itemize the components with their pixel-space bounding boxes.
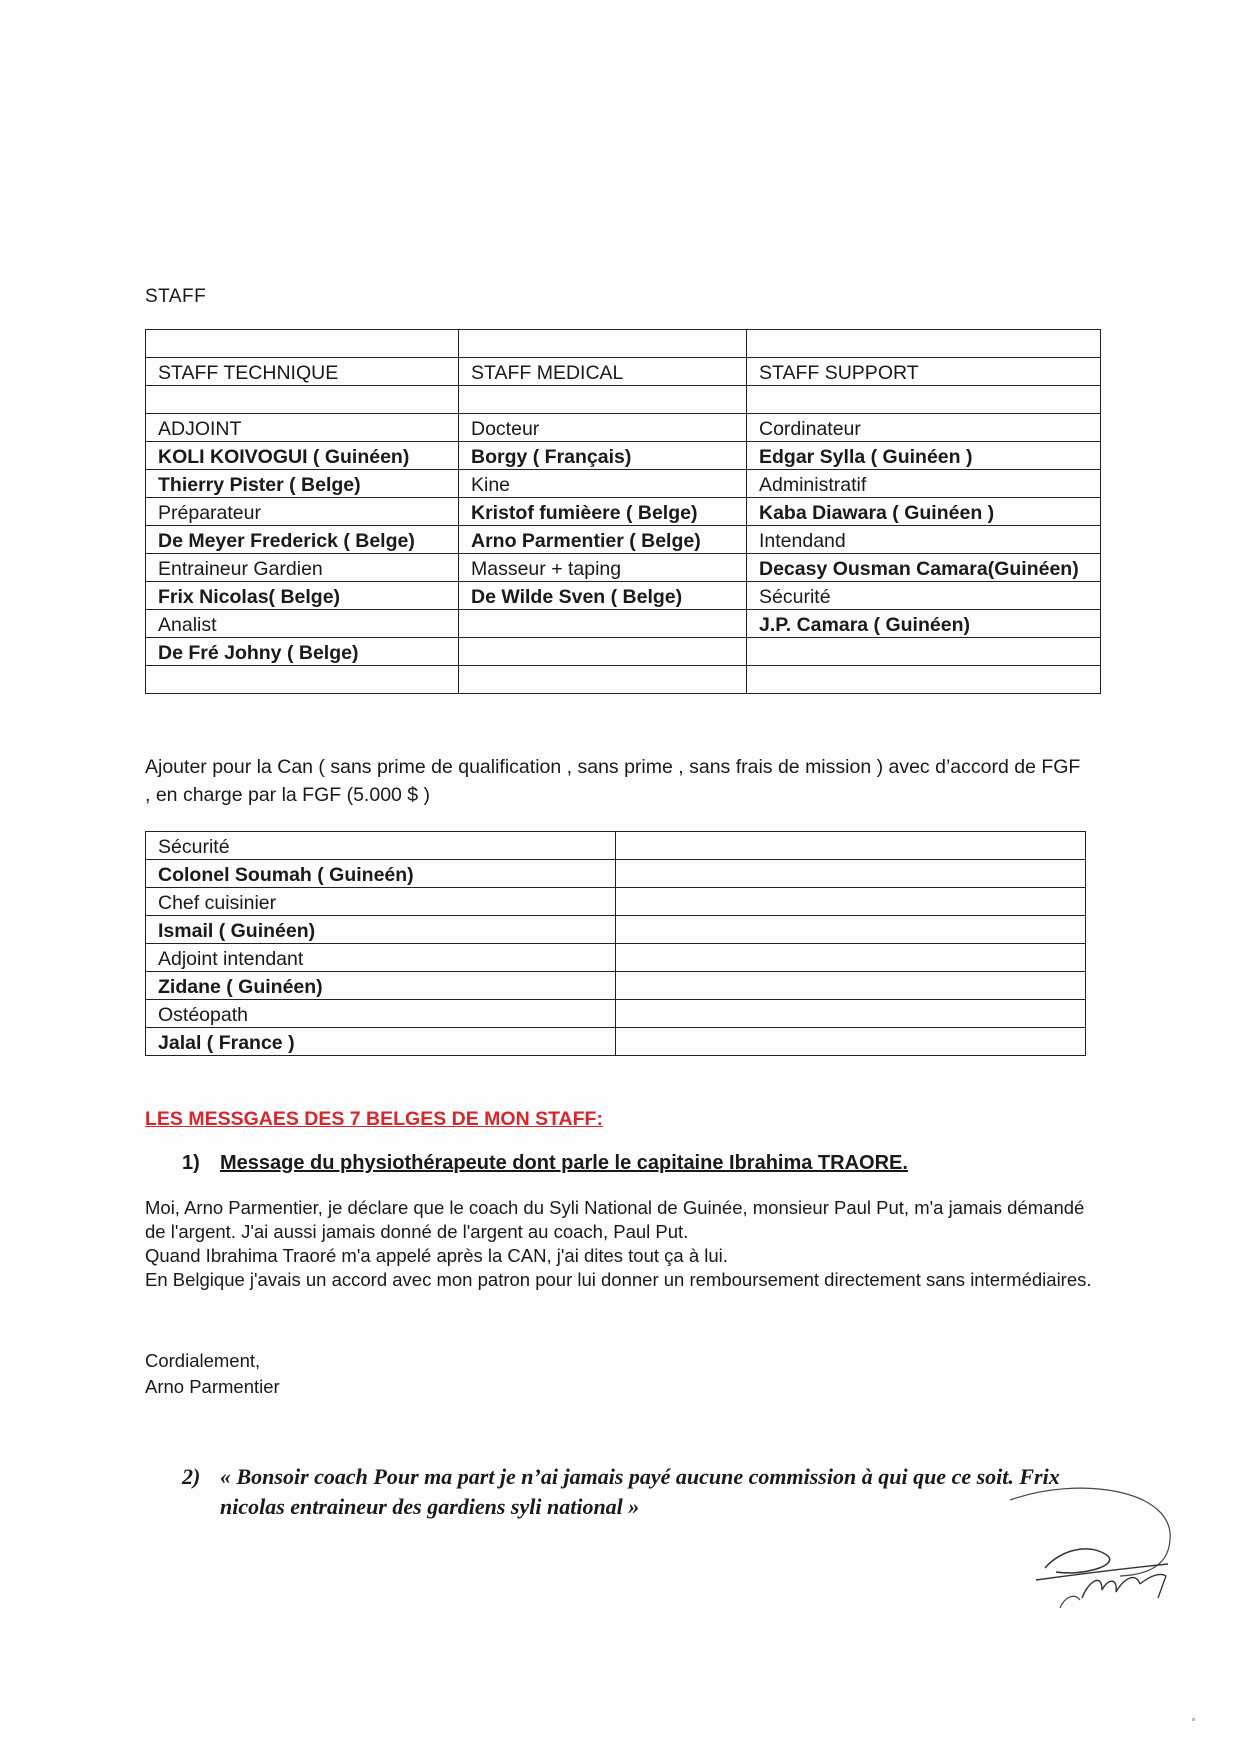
table-cell: Sécurité <box>146 832 616 860</box>
table-row <box>146 1028 1086 1056</box>
message1-signoff <box>145 1348 280 1400</box>
staff-table-header-row <box>146 358 1101 386</box>
table-cell <box>747 330 1101 358</box>
table-cell <box>146 666 459 694</box>
can-note: Ajouter pour la Can ( sans prime de qualification , sans prime , sans frais de mission ) avec d’accord de FGF , en charge par la FGF (5.000 $ ) <box>145 756 1081 806</box>
table-cell: Decasy Ousman Camara(Guinéen) <box>747 554 1101 582</box>
table-cell <box>616 944 1086 972</box>
page-title: STAFF <box>145 286 207 307</box>
scan-speck <box>1192 1718 1195 1721</box>
table-cell: Ismail ( Guinéen) <box>146 916 616 944</box>
table-cell: Kine <box>459 470 747 498</box>
table-cell: Masseur + taping <box>459 554 747 582</box>
table-row <box>146 1000 1086 1028</box>
staff-table-blank-row <box>146 386 1101 414</box>
table-cell: Jalal ( France ) <box>146 1028 616 1056</box>
table-cell <box>146 386 459 414</box>
table-cell: Adjoint intendant <box>146 944 616 972</box>
table-cell <box>459 638 747 666</box>
table-cell: Docteur <box>459 414 747 442</box>
table-cell <box>616 888 1086 916</box>
table-cell: Entraineur Gardien <box>146 554 459 582</box>
message2 <box>182 1462 1092 1522</box>
table-cell: Zidane ( Guinéen) <box>146 972 616 1000</box>
table-cell: Borgy ( Français) <box>459 442 747 470</box>
header-staff-support: STAFF SUPPORT <box>747 358 1101 386</box>
table-cell <box>616 972 1086 1000</box>
message2-number: 2) <box>182 1464 201 1489</box>
table-cell: De Fré Johny ( Belge) <box>146 638 459 666</box>
message2-text: « Bonsoir coach Pour ma part je n’ai jamais payé aucune commission à qui que ce soit. Frix nicolas entraineur des gardiens syli national » <box>220 1464 1060 1519</box>
table-cell: Analist <box>146 610 459 638</box>
can-table <box>145 831 1086 1056</box>
table-row <box>146 888 1086 916</box>
message1-title-text: Message du physiothérapeute dont parle le capitaine Ibrahima TRAORE. <box>220 1152 908 1174</box>
table-cell <box>616 832 1086 860</box>
table-cell <box>616 1028 1086 1056</box>
message1-signature: Arno Parmentier <box>145 1376 280 1397</box>
table-row <box>146 638 1101 666</box>
table-cell <box>747 638 1101 666</box>
table-cell: Sécurité <box>747 582 1101 610</box>
table-cell: KOLI KOIVOGUI ( Guinéen) <box>146 442 459 470</box>
table-row <box>146 944 1086 972</box>
table-cell <box>747 666 1101 694</box>
message1-paragraph: Moi, Arno Parmentier, je déclare que le coach du Syli National de Guinée, monsieur Paul Put, m'a jamais démandé de l'argent. J'ai aussi jamais donné de l'argent au coach, Paul Put. <box>145 1197 1085 1242</box>
message1-body <box>145 1196 1105 1292</box>
table-row <box>146 414 1101 442</box>
table-cell: Administratif <box>747 470 1101 498</box>
table-cell: Kristof fumièere ( Belge) <box>459 498 747 526</box>
handwritten-signature <box>990 1480 1190 1630</box>
table-cell <box>616 916 1086 944</box>
table-cell: Kaba Diawara ( Guinéen ) <box>747 498 1101 526</box>
message1-paragraph: Quand Ibrahima Traoré m'a appelé après la CAN, j'ai dites tout ça à lui. <box>145 1245 728 1266</box>
table-row <box>146 610 1101 638</box>
table-cell <box>459 330 747 358</box>
table-cell: J.P. Camara ( Guinéen) <box>747 610 1101 638</box>
table-row <box>146 916 1086 944</box>
table-cell <box>747 386 1101 414</box>
table-row <box>146 442 1101 470</box>
table-cell: Chef cuisinier <box>146 888 616 916</box>
table-cell: Edgar Sylla ( Guinéen ) <box>747 442 1101 470</box>
table-cell: Préparateur <box>146 498 459 526</box>
message1-title <box>182 1152 908 1175</box>
message1-closing: Cordialement, <box>145 1350 261 1371</box>
table-cell: ADJOINT <box>146 414 459 442</box>
header-staff-medical: STAFF MEDICAL <box>459 358 747 386</box>
table-row <box>146 582 1101 610</box>
table-cell <box>616 1000 1086 1028</box>
table-cell <box>616 860 1086 888</box>
table-cell <box>459 386 747 414</box>
messages-heading: LES MESSGAES DES 7 BELGES DE MON STAFF: <box>145 1108 603 1130</box>
table-row <box>146 470 1101 498</box>
message1-number: 1) <box>182 1152 200 1174</box>
table-cell: Cordinateur <box>747 414 1101 442</box>
table-row <box>146 832 1086 860</box>
staff-table-body <box>146 330 1101 694</box>
staff-table-blank-row <box>146 330 1101 358</box>
table-cell: Thierry Pister ( Belge) <box>146 470 459 498</box>
table-cell: De Wilde Sven ( Belge) <box>459 582 747 610</box>
table-cell: Colonel Soumah ( Guineén) <box>146 860 616 888</box>
table-row <box>146 972 1086 1000</box>
table-row <box>146 860 1086 888</box>
table-cell: Ostéopath <box>146 1000 616 1028</box>
table-cell <box>146 330 459 358</box>
staff-table-blank-row <box>146 666 1101 694</box>
table-row <box>146 498 1101 526</box>
can-table-body <box>146 832 1086 1056</box>
table-row <box>146 554 1101 582</box>
header-staff-technique: STAFF TECHNIQUE <box>146 358 459 386</box>
table-cell <box>459 610 747 638</box>
table-cell <box>459 666 747 694</box>
table-cell: De Meyer Frederick ( Belge) <box>146 526 459 554</box>
table-cell: Frix Nicolas( Belge) <box>146 582 459 610</box>
table-row <box>146 526 1101 554</box>
staff-table <box>145 329 1101 694</box>
table-cell: Intendand <box>747 526 1101 554</box>
table-cell: Arno Parmentier ( Belge) <box>459 526 747 554</box>
message1-paragraph: En Belgique j'avais un accord avec mon patron pour lui donner un remboursement directement sans intermédiaires. <box>145 1269 1092 1290</box>
